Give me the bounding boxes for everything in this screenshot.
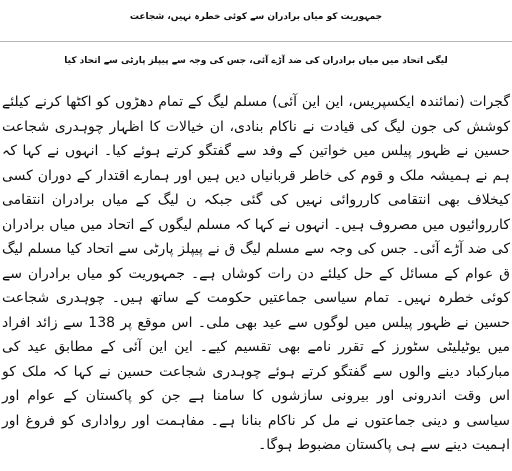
headline-divider xyxy=(0,41,512,42)
article-paragraph: گجرات (نمائندہ ایکسپریس، این این آئی) مسلم لیگ کے تمام دھڑوں کو اکٹھا کرنے کیلئے کوشش کی جون لیگ کی قیادت نے ناکام بنادی، ان خیالات کا اظہار چوہدری شجاعت حسین نے ظہور پیلس میں خواتین کے وفد سے گفتگو کرتے ہوئے کیا۔ انہوں نے کہا کہ ہم نے ہمیشہ ملک و قوم کی خاطر قربانیاں دیں ہیں اور ہمارے اقتدار کے دوران کسی کیخلاف بھی انتقامی کارروائی نہیں کی گئی جبکہ ن لیگ کے میاں برادران انتقامی کارروائیوں میں مصروف ہیں۔ انہوں نے کہا کہ مسلم لیگوں کے اتحاد میں میاں برادران کی ضد آڑے آئی۔ جس کی وجہ سے مسلم لیگ ق نے پیپلز پارٹی سے اتحاد کیا مسلم لیگ ق عوام کے مسائل کے حل کیلئے دن رات کوشاں ہے۔ جمہوریت کو میاں برادران سے کوئی خطرہ نہیں۔ تمام سیاسی جماعتیں حکومت کے ساتھ ہیں۔ چوہدری شجاعت حسین نے ظہور پیلس میں لوگوں سے عید بھی ملی۔ اس موقع پر 138 سے زائد افراد میں یوٹیلیٹی سٹورز کے تقرر نامے بھی تقسیم کیے۔ این این آئی کے مطابق عید کی مبارکباد دینے والوں سے گفتگو کرتے ہوئے چوہدری شجاعت حسین نے کہا کہ ملک کو اس وقت اندرونی اور بیرونی سازشوں کا سامنا ہے جن کو پاکستان کے عوام اور سیاسی و دینی جماعتوں نے مل کر ناکام بنانا ہے۔ مفاہمت اور رواداری کو فروغ اور اہمیت دینے سے ہی پاکستان مضبوط ہوگا۔ xyxy=(2,94,510,453)
main-headline: جمہوریت کو میاں برادران سے کوئی خطرہ نہیں، شجاعت xyxy=(129,12,383,22)
sub-headline: لیگی اتحاد میں میاں برادران کی ضد آڑے آئی، جس کی وجہ سے پیپلز پارٹی سے اتحاد کیا xyxy=(64,56,448,66)
article-body xyxy=(2,90,510,458)
